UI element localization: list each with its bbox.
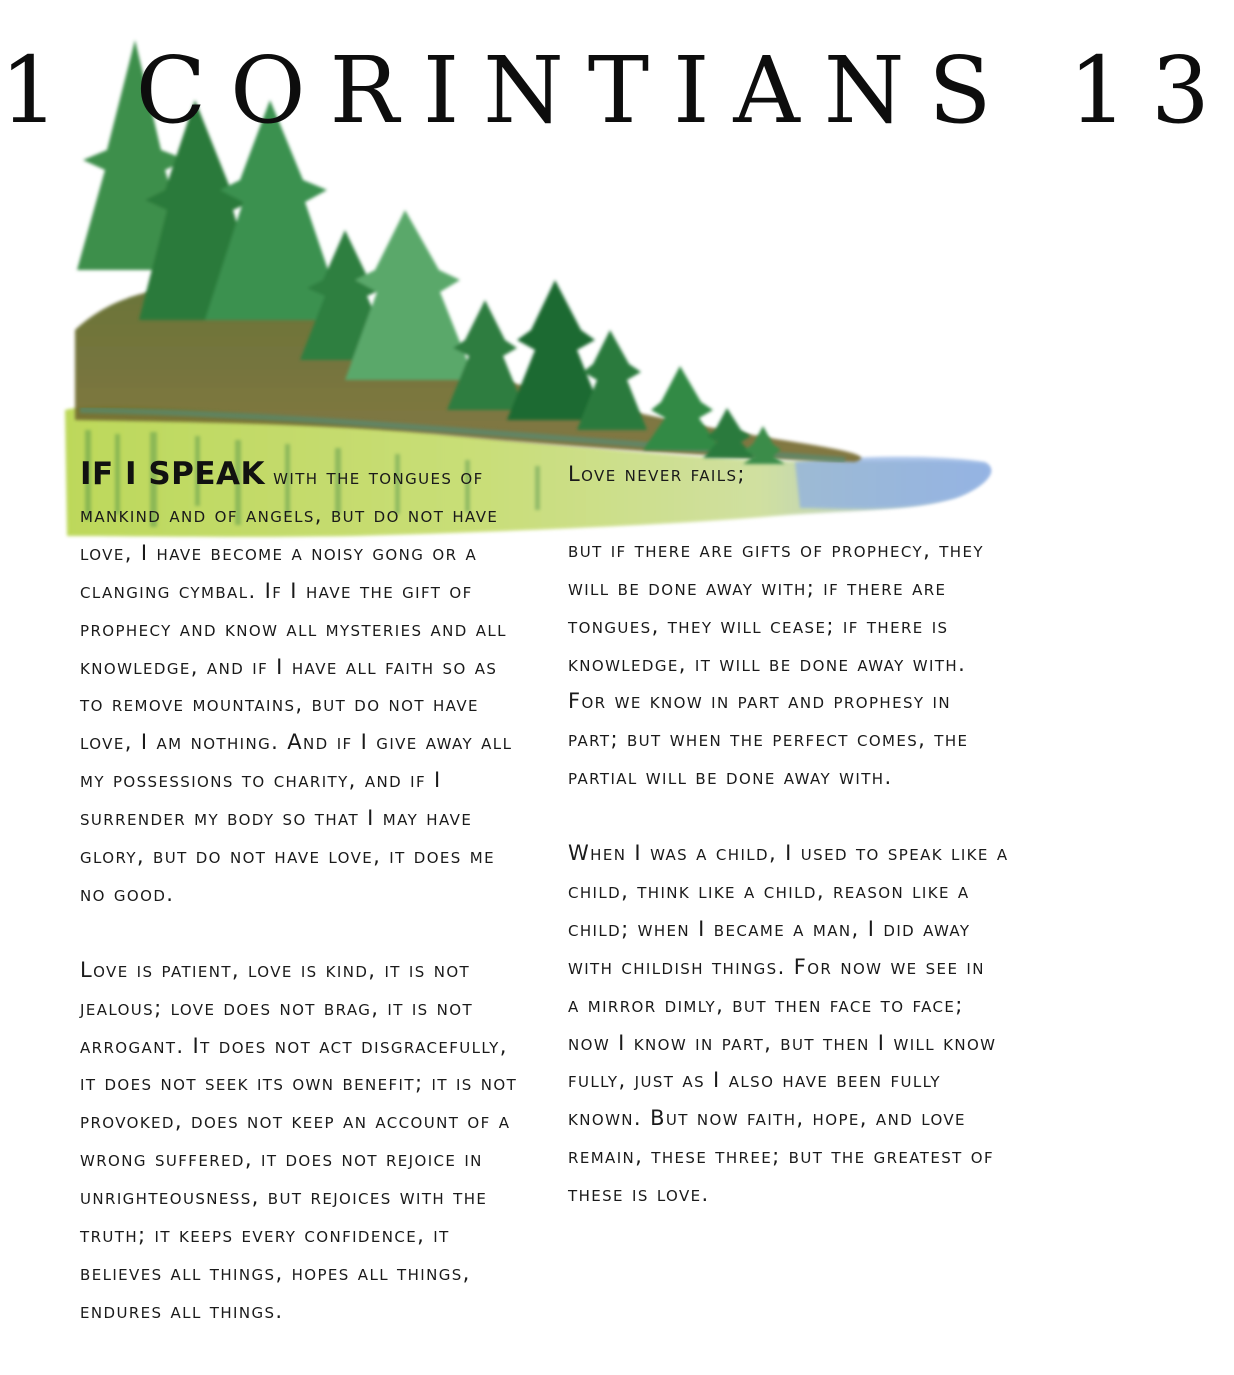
text-line: no good. xyxy=(80,881,175,906)
text-line xyxy=(80,456,550,497)
text-line: fully, just as I also have been fully xyxy=(568,1068,941,1093)
text-line: believes all things, hopes all things, xyxy=(80,1261,471,1286)
text-line: with childish things. For now we see in xyxy=(568,954,985,979)
scripture-column-right xyxy=(568,456,1038,1252)
text-line: love, I am nothing. And if I give away all xyxy=(80,730,513,755)
text-line: child, think like a child, reason like a xyxy=(568,878,970,903)
text-line: a mirror dimly, but then face to face; xyxy=(568,992,964,1017)
text-line: mankind and of angels, but do not have xyxy=(80,502,499,527)
text-line-tail: with the tongues of xyxy=(265,465,484,489)
scripture-column-left xyxy=(80,456,550,1369)
text-line: unrighteousness, but rejoices with the xyxy=(80,1185,488,1210)
text-line: truth; it keeps every confidence, it xyxy=(80,1223,450,1248)
text-line: known. But now faith, hope, and love xyxy=(568,1106,966,1131)
scripture-paragraph xyxy=(568,456,1038,797)
text-line: love, I have become a noisy gong or a xyxy=(80,540,478,565)
scripture-paragraph xyxy=(568,835,1038,1214)
text-line: partial will be done away with. xyxy=(568,765,893,790)
text-line: clanging cymbal. If I have the gift of xyxy=(80,578,473,603)
blank-line xyxy=(568,494,1038,532)
text-line: child; when I became a man, I did away xyxy=(568,916,971,941)
text-line: it does not seek its own benefit; it is not xyxy=(80,1071,518,1096)
text-line: provoked, does not keep an account of a xyxy=(80,1109,511,1134)
text-line: jealous; love does not brag, it is not xyxy=(80,995,474,1020)
text-line: Love is patient, love is kind, it is not xyxy=(80,957,471,982)
text-line: tongues, they will cease; if there is xyxy=(568,613,949,638)
text-line: now I know in part, but then I will know xyxy=(568,1030,997,1055)
scripture-paragraph xyxy=(80,952,550,1331)
text-line: For we know in part and prophesy in xyxy=(568,689,951,714)
text-line: surrender my body so that I may have xyxy=(80,806,473,831)
text-line: endures all things. xyxy=(80,1298,284,1323)
text-line: arrogant. It does not act disgracefully, xyxy=(80,1033,508,1058)
text-line: glory, but do not have love, it does me xyxy=(80,844,495,869)
text-line: these is love. xyxy=(568,1182,710,1207)
text-line: to remove mountains, but do not have xyxy=(80,692,479,717)
page-title: 1 CORINTIANS 13 xyxy=(0,37,1234,144)
text-line: knowledge, it will be done away with. xyxy=(568,651,967,676)
text-line: When I was a child, I used to speak like a xyxy=(568,841,1009,866)
text-line: will be done away with; if there are xyxy=(568,575,947,600)
text-line: but if there are gifts of prophecy, they xyxy=(568,537,984,562)
text-line: my possessions to charity, and if I xyxy=(80,768,442,793)
text-line: part; but when the perfect comes, the xyxy=(568,727,969,752)
text-line: knowledge, and if I have all faith so as xyxy=(80,654,498,679)
text-line: wrong suffered, it does not rejoice in xyxy=(80,1147,483,1172)
lead-phrase: IF I SPEAK xyxy=(80,456,266,492)
text-line: remain, these three; but the greatest of xyxy=(568,1144,995,1169)
text-line: Love never fails; xyxy=(568,462,746,486)
scripture-paragraph xyxy=(80,456,550,914)
text-line: prophecy and know all mysteries and all xyxy=(80,616,507,641)
